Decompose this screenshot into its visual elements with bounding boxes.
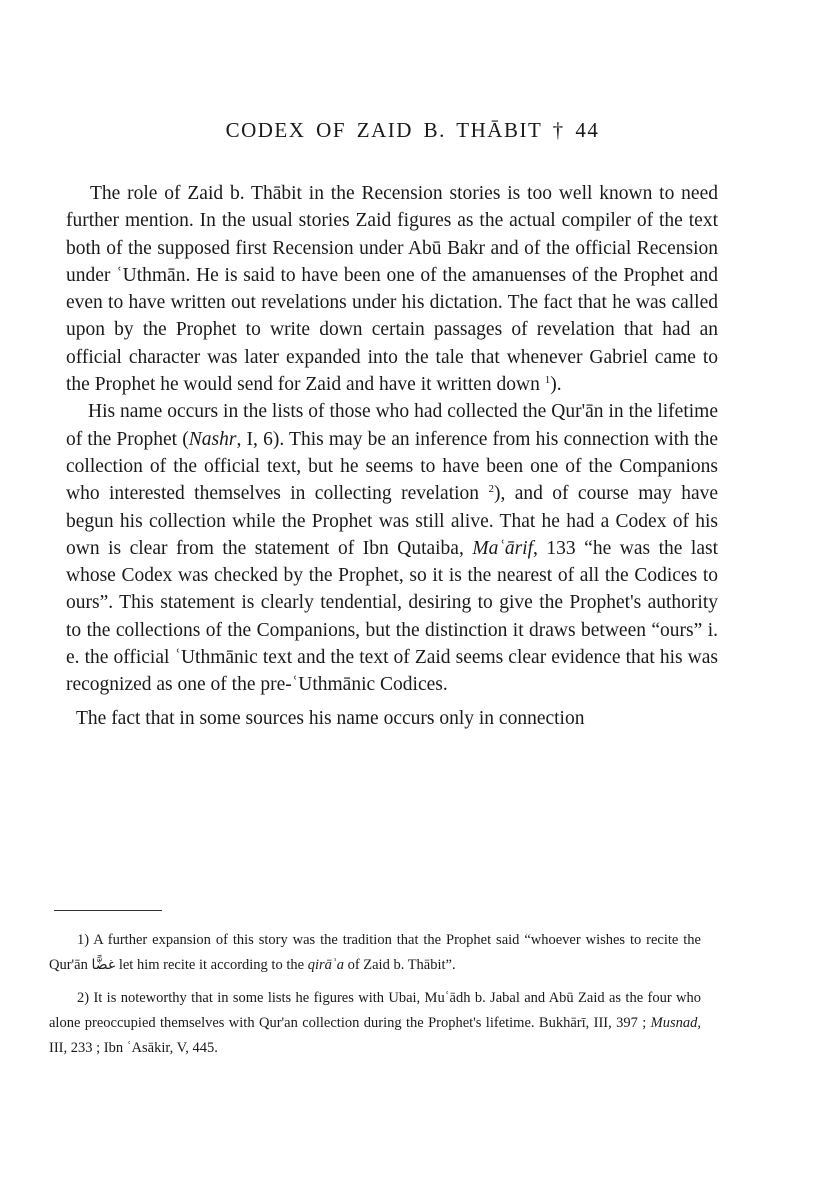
paragraph-2-part-c: ), and of course may have begun his collection while the Prophet was still alive. That he had a Codex of his own is clear from the statement of Ibn Qutaiba, bbox=[66, 483, 718, 559]
footnote-separator bbox=[54, 910, 162, 911]
footnote-1-part-a: 1) A further expansion of this story was the tradition that the Prophet said “whoever wishes to recite the Qur'ān bbox=[49, 932, 701, 973]
paragraph-2-part-a: His name occurs in the lists of those who had collected the Qur'ān in the lifetime of the Prophet ( bbox=[66, 401, 718, 450]
paragraph-1 bbox=[66, 180, 718, 398]
footnote-ref-1: 1 bbox=[544, 374, 551, 387]
paragraph-3-text: The fact that in some sources his name occurs only in connection bbox=[76, 707, 585, 729]
paragraph-3 bbox=[66, 705, 718, 732]
footnote-2 bbox=[49, 986, 701, 1061]
paragraph-1-tail: ). bbox=[550, 374, 562, 396]
footnote-1-arabic-word: غضًّا bbox=[91, 957, 116, 973]
page-heading: CODEX OF ZAID B. THĀBIT † 44 bbox=[225, 118, 600, 142]
footnote-2-part-a: 2) It is noteworthy that in some lists he figures with Ubai, Muʿādh b. Jabal and Abū Zaid as the four who alone preoccupied themselves with Qur'an collection during the Prophet's lifetime. Bukhārī, III, 397 ; bbox=[49, 990, 701, 1031]
footnote-ref-2: 2 bbox=[488, 483, 494, 496]
footnote-1-qiraa: qirāʾa bbox=[307, 957, 344, 973]
footnote-1-part-b: let him recite it according to the bbox=[118, 957, 305, 973]
paragraph-2-part-d: , 133 “he was the last whose Codex was checked by the Prophet, so it is the nearest of all the Codices to ours”. This statement is clearly tendential, desiring to give the Prophet's authority to the collections of the Companions, but the distinction it draws between “ours” i. e. the official ʿUthmānic text and the text of Zaid seems clear evidence that his was recognized as one of the pre-ʿUthmānic Codices. bbox=[66, 537, 718, 696]
work-title-maarif: Maʿārif bbox=[472, 537, 534, 559]
footnote-2-part-b: , III, 233 ; Ibn ʿAsākir, V, 445. bbox=[49, 1015, 702, 1056]
footnotes bbox=[49, 928, 701, 1069]
footnote-1 bbox=[49, 928, 701, 978]
work-title-nashr: Nashr bbox=[188, 428, 237, 450]
footnote-1-part-c: of Zaid b. Thābit”. bbox=[347, 957, 456, 973]
paragraph-2-part-b: , I, 6). This may be an inference from his connection with the collection of the official text, but he seems to have been one of the Companions who interested themselves in collecting revelation bbox=[66, 428, 718, 505]
paragraph-1-text: The role of Zaid b. Thābit in the Recension stories is too well known to need further mention. In the usual stories Zaid figures as the actual compiler of the text both of the supposed first Recension under Abū Bakr and of the official Recension under ʿUthmān. He is said to have been one of the amanuenses of the Prophet and even to have written out revelations under his dictation. The fact that he was called upon by the Prophet to write down certain passages of revelation that had an official character was later expanded into the tale that whenever Gabriel came to the Prophet he would send for Zaid and have it written down bbox=[66, 183, 718, 396]
paragraph-2 bbox=[66, 398, 718, 698]
body-text bbox=[66, 180, 718, 732]
footnote-2-work-musnad: Musnad bbox=[650, 1015, 698, 1031]
